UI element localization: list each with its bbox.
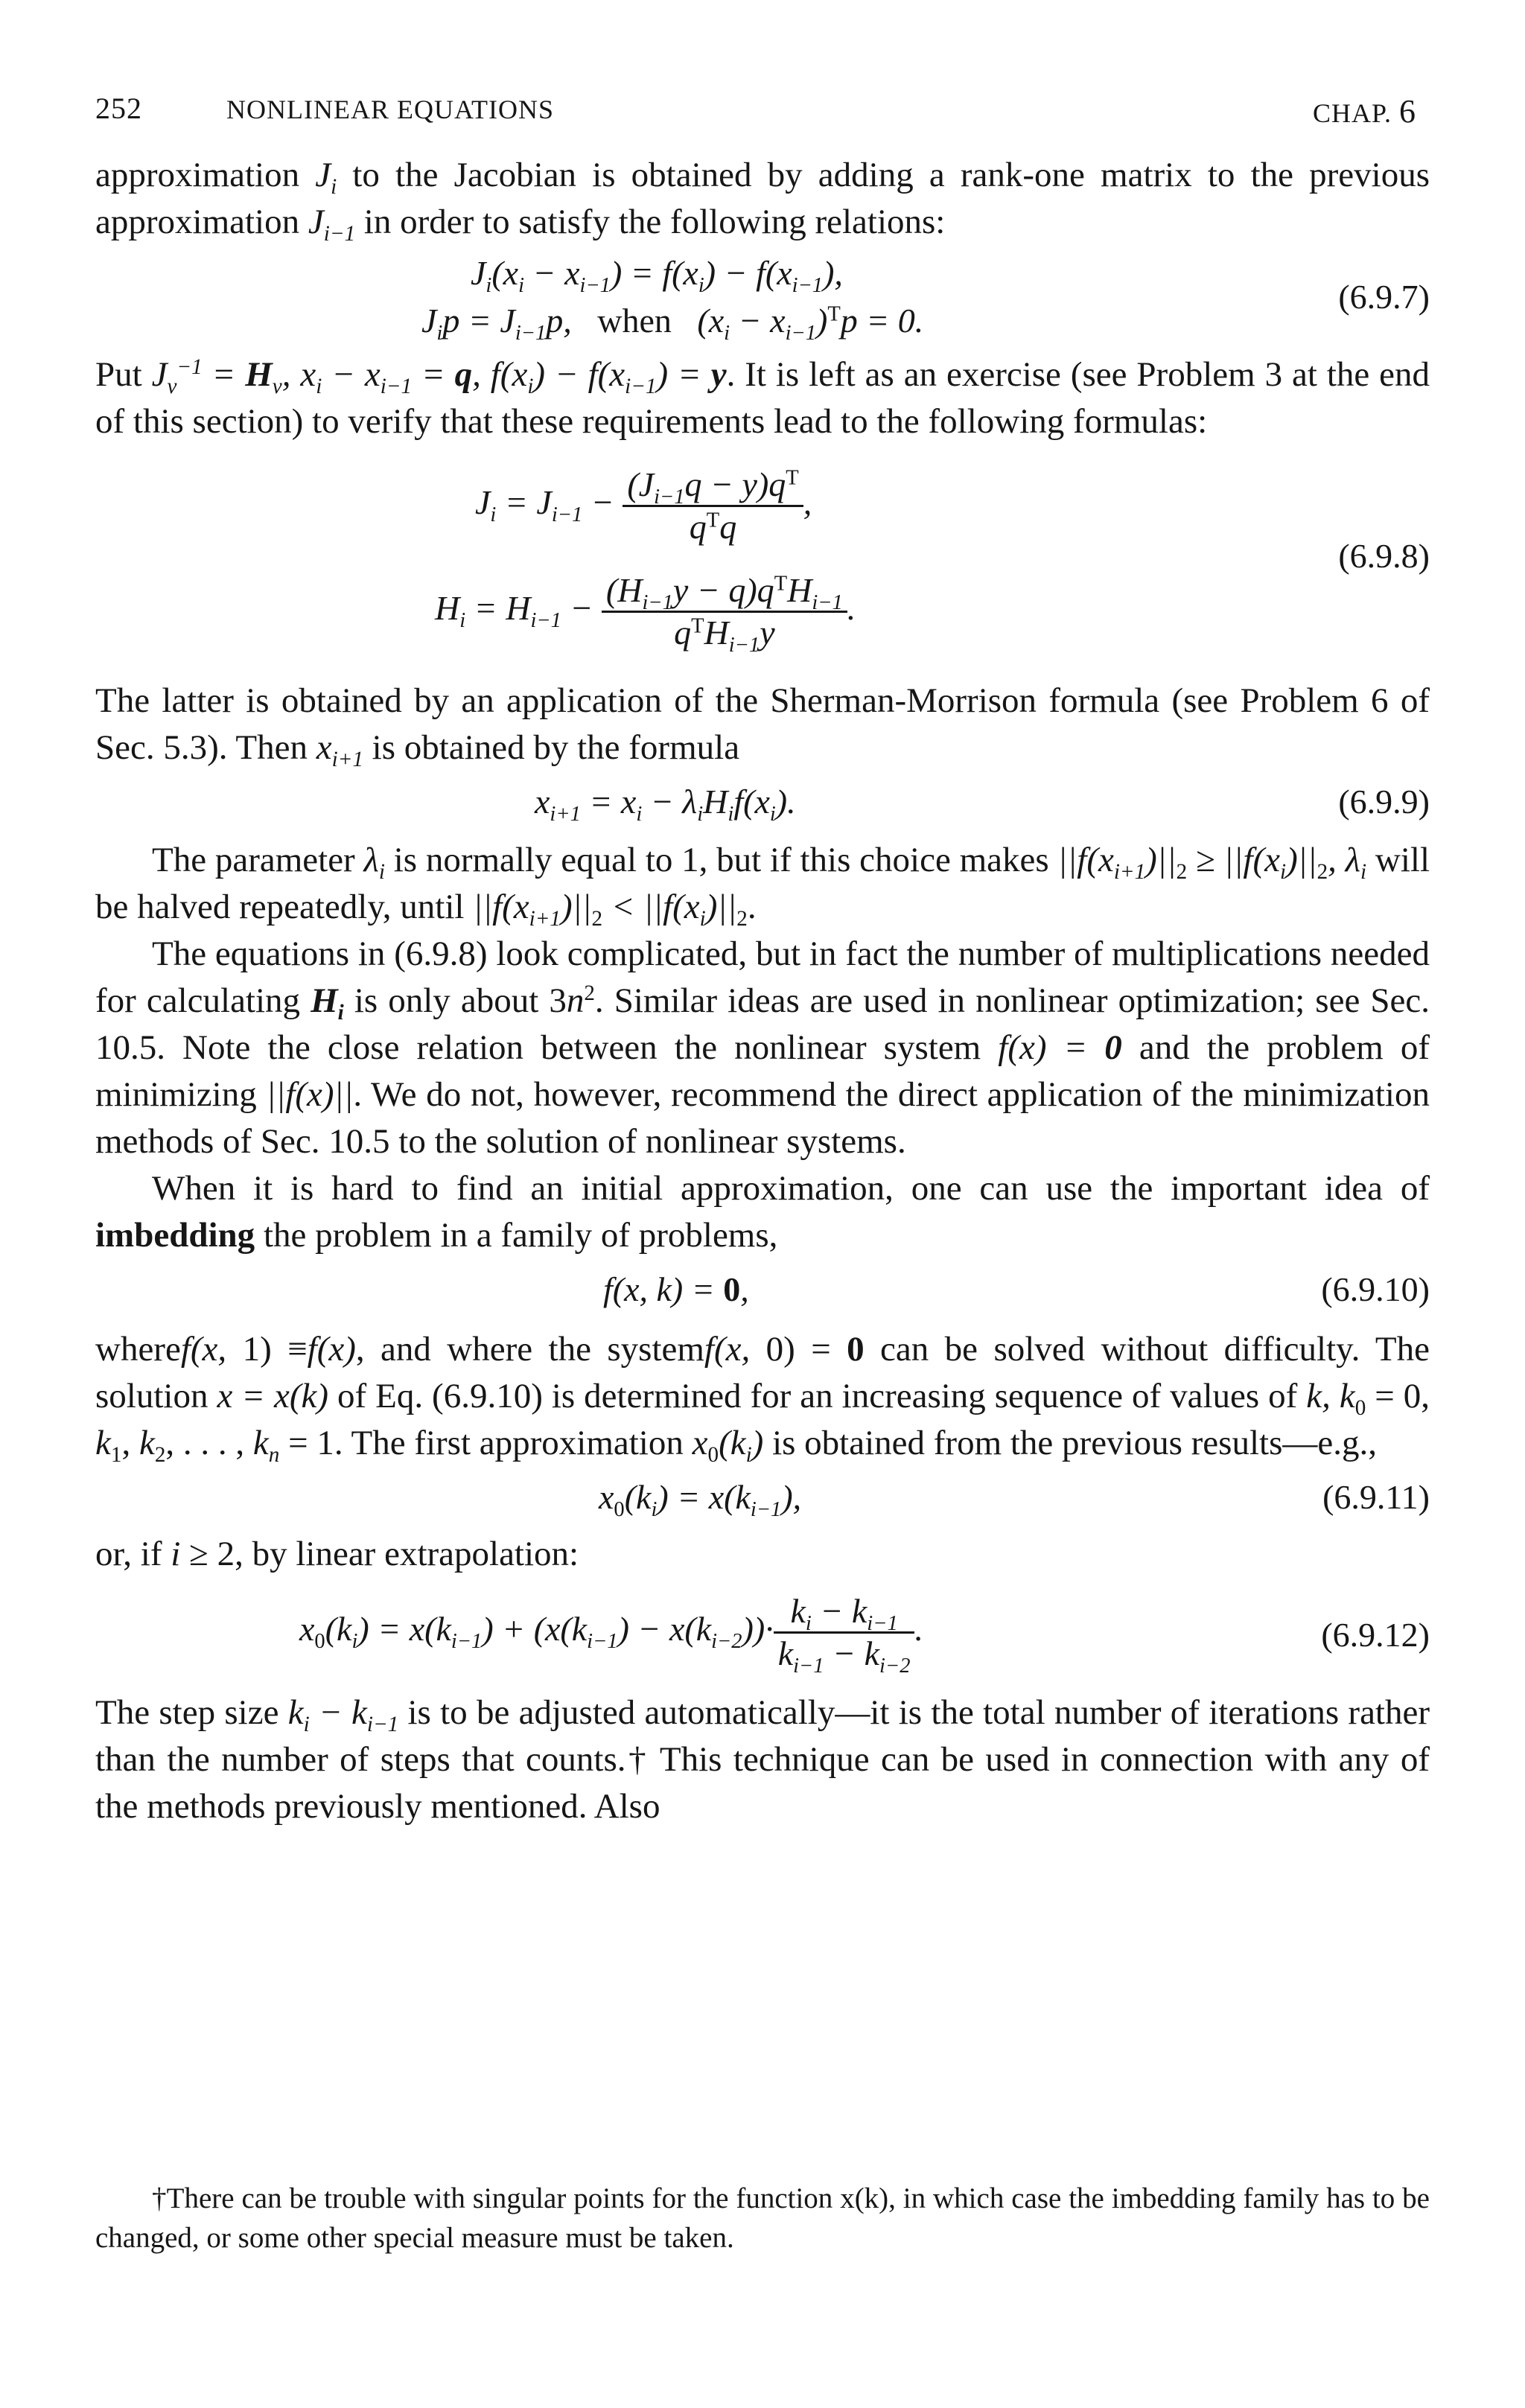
footnote: †There can be trouble with singular points for the function x(k), in which case the imbedding family has to be changed, or some other special measure must be taken. <box>95 2182 1430 2254</box>
equation-6-9-12: $x_0(k_i) = x(k_{i-1}) + (x(k_{i-1}) - x(k_{i-2}))\cdot$ $\frac{k_i - k_{i-1}}{k_{i-1} - k_{i-2}}$ . (6.9.12) <box>299 1592 1430 1678</box>
paragraph-family: wheref(x, 1) ≡f(x), and where the systemf(x, 0) = 0 can be solved without difficulty. The solution x = x(k) of Eq. (6.9.10) is determined for an increasing sequence of values of k, $k_0 = 0$, $k_1$, $k_2$, . . . , $k_n = 1$. The first approximation $x_0(k_i)$ is obtained from the previous results—e.g., <box>95 1330 1430 1468</box>
paragraph-sherman-morrison: The latter is obtained by an application of the Sherman-Morrison formula (see Problem 6 of Sec. 5.3). Then $x_{i+1}$ is obtained by the formula <box>95 681 1430 772</box>
paragraph-put: Put $J_v^{-1} = H_v$, $x_i - x_{i-1} = q$, $f(x_i) - f(x_{i-1}) = y$. It is left as an exercise (see Problem 3 at the end of this section) to verify that these requirements lead to the following formulas: <box>95 354 1430 441</box>
equation-number: (6.9.10) <box>1321 1270 1430 1308</box>
equation-number: (6.9.7) <box>1338 278 1430 316</box>
paragraph-jacobian: approximation $J_i$ to the Jacobian is obtained by adding a rank-one matrix to the previous approximation $J_{i-1}$ in order to satisfy the following relations: <box>95 156 1430 246</box>
equation-number: (6.9.12) <box>1321 1616 1430 1654</box>
equation-number: (6.9.11) <box>1322 1478 1430 1516</box>
running-header <box>95 83 1430 136</box>
equation-6-9-7: $J_i(x_i - x_{i-1}) = f(x_i) - f(x_{i-1})$, $J_ip = J_{i-1}p$, when $(x_i - x_{i-1})^Tp = 0$. (6.9.7) <box>421 254 1430 345</box>
paragraph-imbedding: When it is hard to find an initial approximation, one can use the important idea of imbedding the problem in a family of problems, <box>95 1169 1430 1255</box>
equation-6-9-11: $x_0(k_i) = x(k_{i-1})$, (6.9.11) <box>599 1478 1430 1521</box>
page <box>95 83 1430 1830</box>
equation-number: (6.9.8) <box>1338 537 1430 575</box>
equation-6-9-9: $x_{i+1} = x_i - \lambda_iH_if(x_i)$. (6.9.9) <box>535 783 1430 826</box>
equation-6-9-10: f(x, k) = 0, (6.9.10) <box>603 1270 1430 1308</box>
page-number: 252 <box>95 92 142 125</box>
chapter-label: CHAP. 6 <box>1312 93 1416 130</box>
paragraph-complexity: The equations in (6.9.8) look complicated, but in fact the number of multiplications needed for calculating $H_i$ is only about $3n^2$. Similar ideas are used in nonlinear optimization; see Sec. 10.5. Note the close relation between the nonlinear system f(x) = 0 and the problem of minimizing ||f(x)||. We do not, however, recommend the direct application of the minimization methods of Sec. 10.5 to the solution of nonlinear systems. <box>95 934 1430 1161</box>
paragraph-extrapolation: or, if i ≥ 2, by linear extrapolation: <box>95 1535 579 1573</box>
running-title: NONLINEAR EQUATIONS <box>226 95 554 124</box>
equation-6-9-8: $J_i = J_{i-1}$ − $\frac{(J_{i-1}q - y)q^T}{q^Tq}$ , $H_i = H_{i-1}$ − $\frac{(H_{i-1}y - q)q^TH_{i-1}}{q^TH_{i-1}y}$ . (6.9.8) <box>435 465 1430 657</box>
paragraph-parameter: The parameter $\lambda_i$ is normally equal to 1, but if this choice makes $||f(x_{i+1})||_2 \ge ||f(x_i)||_2$, $\lambda_i$ will be halved repeatedly, until $||f(x_{i+1})||_2 < ||f(x_i)||_2$. <box>95 841 1430 931</box>
paragraph-step-size: The step size $k_i - k_{i-1}$ is to be adjusted automatically—it is the total number of iterations rather than the number of steps that counts.† This technique can be used in connection with any of the methods previously mentioned. Also <box>95 1693 1430 1826</box>
equation-number: (6.9.9) <box>1338 783 1430 821</box>
